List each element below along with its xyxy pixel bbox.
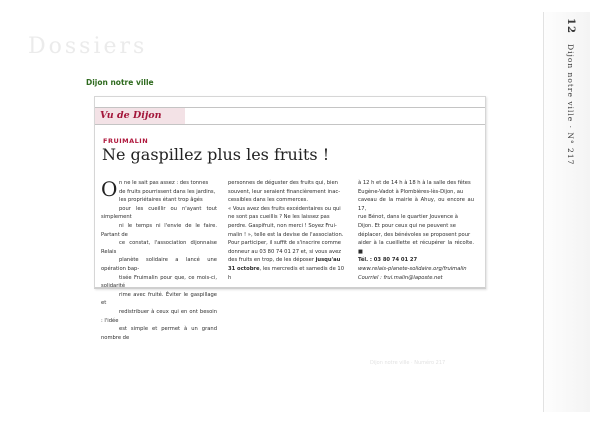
text-fragment: des fruits en trop, de les déposer (228, 257, 316, 264)
article-headline: Ne gaspillez plus les fruits ! (102, 145, 330, 164)
newspaper-clipping (94, 96, 486, 341)
background-title: Dossiers (28, 34, 148, 59)
text-line: Pour participer, il suffit de s'inscrire comme (228, 240, 341, 247)
text-line: malin ! », telle est la devise de l'association. (228, 231, 344, 238)
text-line: ni le temps ni l'envie de le faire. Partant de (101, 222, 217, 238)
text-line: est simple et permet à un grand nombre de (101, 326, 217, 341)
contact-phone: Tél. : 03 80 74 01 27 (358, 257, 418, 264)
text-line: planète solidaire a lancé une opération bap- (101, 257, 217, 272)
text-line: rue Bénot, dans le quartier Jouvence à (358, 214, 458, 221)
text-line: donneur au 03 80 74 01 27 et, si vous avez (228, 248, 342, 255)
text-line: personnes de déguster des fruits qui, bien (228, 180, 338, 186)
text-line: cessibles dans les commerces. (228, 197, 309, 204)
source-label: Dijon notre ville (86, 78, 154, 87)
text-line: redistribuer à ceux qui en ont besoin : l'idée (101, 308, 217, 324)
text-line: Eugène-Vadot à Plombières-lès-Dijon, au (358, 188, 464, 195)
text-line: rime avec fruité. Éviter le gaspillage et (101, 291, 217, 307)
article-column-1 (101, 179, 217, 342)
text-line: déplacer, des bénévoles se proposent pour (358, 231, 471, 238)
email-contact[interactable]: Courriel : frui.malin@laposte.net (358, 274, 443, 281)
text-line: ce constat, l'association dijonnaise Relais (101, 240, 217, 255)
article-column-3 (358, 179, 474, 282)
article-kicker: FRUIMALIN (103, 137, 149, 145)
website-link[interactable]: www.relais-planete-solidaire.org/fruimalin (358, 265, 467, 272)
text-line: pour les cueillir ou n'ayant tout simplement (101, 205, 217, 221)
text-line: de fruits pourrissent dans les jardins, (119, 188, 216, 195)
text-line (228, 256, 344, 265)
text-line (228, 265, 344, 282)
drop-cap: O (101, 177, 118, 201)
text-line: les propriétaires étant trop âgés (119, 197, 203, 204)
text-fragment: , les mercredis et samedis de 10 h (228, 265, 345, 281)
faint-footer: Dijon notre ville · Numéro 217 (370, 360, 446, 366)
text-line: aider à la cueillette et récupérer la récolte. ■ (358, 240, 474, 255)
page-number: 12 (565, 18, 576, 34)
deadline-bold: jusqu'au (315, 257, 341, 264)
issue-number: · N° 217 (566, 125, 575, 166)
deadline-date: 31 octobre (228, 265, 260, 272)
text-line: n ne le sait pas assez : des tonnes (119, 180, 209, 186)
page-edge-strip (543, 12, 590, 412)
section-header (95, 107, 485, 125)
page-edge-text (565, 18, 576, 165)
text-line: souvent, leur seraient financièrement inac- (228, 188, 341, 195)
text-line: Dijon. Et pour ceux qui ne peuvent se (358, 222, 456, 229)
text-line: caveau de la mairie à Ahuy, ou encore au 17, (358, 197, 474, 212)
section-name: Vu de Dijon (95, 108, 185, 124)
text-line: tisée Fruimalin pour que, ce mois-ci, solidarité (101, 274, 217, 290)
publication-name: Dijon notre ville (566, 44, 575, 123)
article-column-2 (228, 179, 344, 282)
text-line: ne sont pas cueillis ? Ne les laissez pas (228, 214, 330, 221)
text-line: perdre. Gaspifruit, non merci ! Soyez Frui- (228, 222, 337, 229)
text-line: « Vous avez des fruits excédentaires ou qui (228, 205, 341, 212)
text-line: à 12 h et de 14 h à 18 h à la salle des fêtes (358, 180, 471, 186)
